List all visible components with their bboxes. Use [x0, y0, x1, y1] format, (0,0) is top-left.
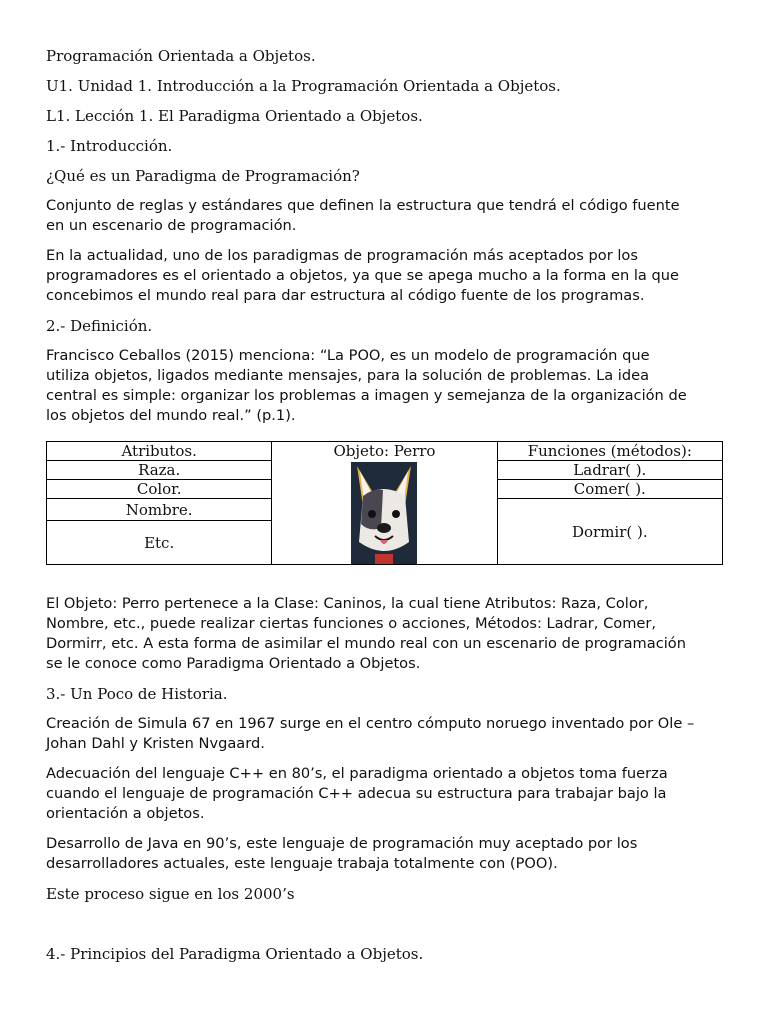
history-line: Creación de Simula 67 en 1967 surge en el centro cómputo noruego inventado por Ole – [46, 715, 695, 732]
actuality-line: concebimos el mundo real para dar estructura al código fuente de los programas. [46, 287, 645, 304]
attribute-cell: Raza. [47, 461, 272, 480]
function-cell: Ladrar( ). [497, 461, 722, 480]
table-header-functions: Funciones (métodos): [497, 442, 722, 461]
definition-line: Conjunto de reglas y estándares que definen la estructura que tendrá el código fuente [46, 197, 680, 214]
doc-title: Programación Orientada a Objetos. [46, 47, 316, 65]
section-2-heading: 2.- Definición. [46, 317, 153, 335]
document-body-continued [46, 594, 726, 964]
history-line: cuando el lenguaje de programación C++ adecua su estructura para trabajar bajo la [46, 785, 667, 802]
dog-illustration-icon [351, 462, 417, 564]
object-table [46, 441, 723, 565]
object-cell [272, 442, 497, 565]
definition-line: en un escenario de programación. [46, 217, 297, 234]
object-paragraph [46, 594, 726, 674]
function-cell: Dormir( ). [497, 499, 722, 565]
history-paragraph-2 [46, 764, 726, 824]
history-paragraph-1 [46, 714, 726, 754]
history-line: Adecuación del lenguaje C++ en 80’s, el paradigma orientado a objetos toma fuerza [46, 765, 668, 782]
history-line: orientación a objetos. [46, 805, 205, 822]
attribute-cell: Color. [47, 480, 272, 499]
lesson-heading: L1. Lección 1. El Paradigma Orientado a Objetos. [46, 107, 423, 125]
unit-heading: U1. Unidad 1. Introducción a la Programación Orientada a Objetos. [46, 77, 561, 95]
attribute-cell: Nombre. [47, 499, 272, 521]
section-3-heading: 3.- Un Poco de Historia. [46, 685, 228, 703]
definition-paragraph [46, 196, 726, 236]
section-1-heading: 1.- Introducción. [46, 137, 173, 155]
history-line: Desarrollo de Java en 90’s, este lenguaje de programación muy aceptado por los [46, 835, 638, 852]
history-paragraph-4: Este proceso sigue en los 2000’s [46, 885, 295, 903]
actuality-line: En la actualidad, uno de los paradigmas de programación más aceptados por los [46, 247, 638, 264]
quote-line: utiliza objetos, ligados mediante mensajes, para la solución de problemas. La idea [46, 367, 650, 384]
actuality-line: programadores es el orientado a objetos, ya que se apega mucho a la forma en la que [46, 267, 679, 284]
question-heading: ¿Qué es un Paradigma de Programación? [46, 167, 360, 185]
quote-line: los objetos del mundo real.” (p.1). [46, 407, 296, 424]
section-4-heading: 4.- Principios del Paradigma Orientado a Objetos. [46, 945, 424, 963]
quote-paragraph [46, 346, 726, 426]
object-line: El Objeto: Perro pertenece a la Clase: Caninos, la cual tiene Atributos: Raza, Color, [46, 595, 649, 612]
actuality-paragraph [46, 246, 726, 306]
table-header-object: Objeto: Perro [333, 442, 436, 460]
history-line: desarrolladores actuales, este lenguaje trabaja totalmente con (POO). [46, 855, 558, 872]
object-line: Dormirr, etc. A esta forma de asimilar el mundo real con un escenario de programación [46, 635, 686, 652]
quote-line: Francisco Ceballos (2015) menciona: “La POO, es un modelo de programación que [46, 347, 650, 364]
quote-line: central es simple: organizar los problemas a imagen y semejanza de la organización de [46, 387, 687, 404]
object-line: Nombre, etc., puede realizar ciertas funciones o acciones, Métodos: Ladrar, Comer, [46, 615, 657, 632]
attribute-cell: Etc. [47, 521, 272, 565]
table-header-attributes: Atributos. [47, 442, 272, 461]
history-line: Johan Dahl y Kristen Nvgaard. [46, 735, 265, 752]
object-line: se le conoce como Paradigma Orientado a Objetos. [46, 655, 421, 672]
function-cell: Comer( ). [497, 480, 722, 499]
document-body [46, 46, 726, 426]
history-paragraph-3 [46, 834, 726, 874]
